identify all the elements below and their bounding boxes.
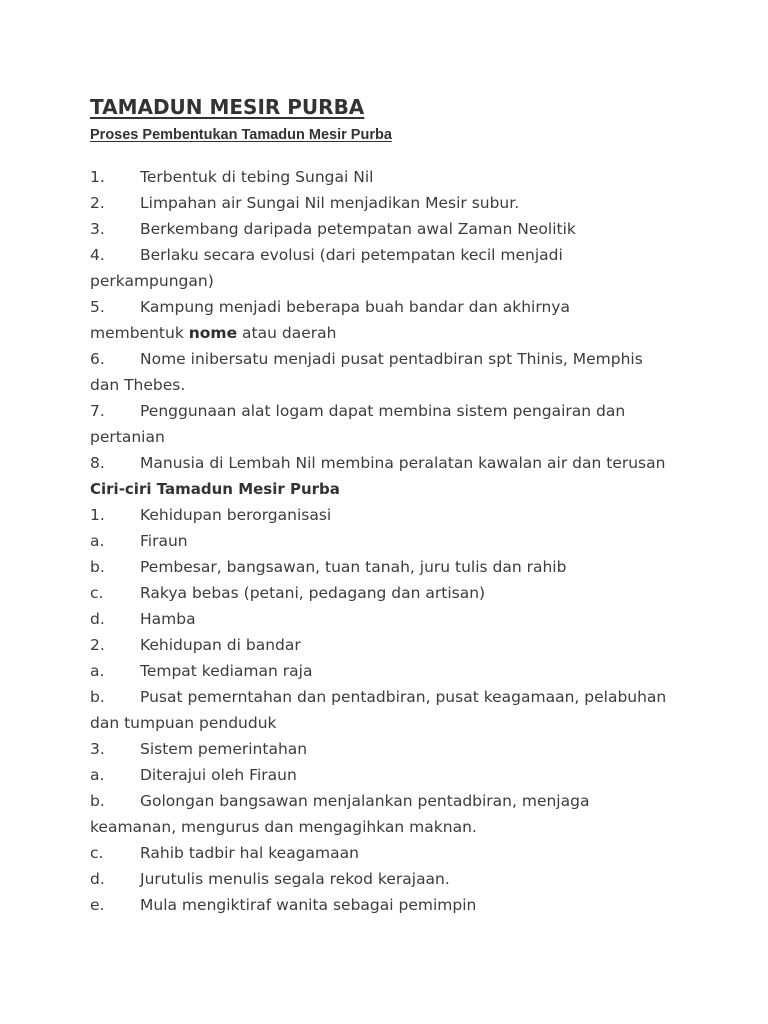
list-item: 2. Limpahan air Sungai Nil menjadikan Mesir subur. — [90, 194, 520, 212]
list-item: 1. Terbentuk di tebing Sungai Nil — [90, 168, 374, 186]
proses-list — [90, 164, 690, 918]
list-item: d. Jurutulis menulis segala rekod kerajaan. — [90, 870, 450, 888]
list-item: 7. Penggunaan alat logam dapat membina sistem pengairan dan pertanian — [90, 402, 626, 446]
list-item: 8. Manusia di Lembah Nil membina peralatan kawalan air dan terusan — [90, 454, 666, 472]
list-item: 5. Kampung menjadi beberapa buah bandar dan akhirnya membentuk nome atau daerah — [90, 298, 570, 342]
list-item: c. Rahib tadbir hal keagamaan — [90, 844, 359, 862]
list-item: c. Rakya bebas (petani, pedagang dan artisan) — [90, 584, 486, 602]
list-item: 3. Berkembang daripada petempatan awal Zaman Neolitik — [90, 220, 576, 238]
list-item: 6. Nome inibersatu menjadi pusat pentadbiran spt Thinis, Memphis dan Thebes. — [90, 350, 643, 394]
list-item: a. Diterajui oleh Firaun — [90, 766, 297, 784]
document-title: TAMADUN MESIR PURBA — [90, 95, 365, 119]
list-item: b. Pusat pemerntahan dan pentadbiran, pusat keagamaan, pelabuhan dan tumpuan penduduk — [90, 688, 667, 732]
section-subtitle-proses: Proses Pembentukan Tamadun Mesir Purba — [90, 127, 392, 143]
list-item: b. Pembesar, bangsawan, tuan tanah, juru tulis dan rahib — [90, 558, 567, 576]
bold-term-nome: nome — [188, 324, 238, 342]
list-item: 4. Berlaku secara evolusi (dari petempatan kecil menjadi perkampungan) — [90, 246, 563, 290]
list-item: b. Golongan bangsawan menjalankan pentadbiran, menjaga keamanan, mengurus dan mengagihkan maknan. — [90, 792, 590, 836]
list-item: 1. Kehidupan berorganisasi — [90, 506, 332, 524]
list-item: 3. Sistem pemerintahan — [90, 740, 308, 758]
list-item: 2. Kehidupan di bandar — [90, 636, 301, 654]
section-heading-ciri: Ciri-ciri Tamadun Mesir Purba — [90, 480, 340, 498]
list-item: e. Mula mengiktiraf wanita sebagai pemimpin — [90, 896, 477, 914]
document-page — [90, 93, 690, 918]
list-item: a. Tempat kediaman raja — [90, 662, 313, 680]
list-item: d. Hamba — [90, 610, 196, 628]
list-item: a. Firaun — [90, 532, 188, 550]
